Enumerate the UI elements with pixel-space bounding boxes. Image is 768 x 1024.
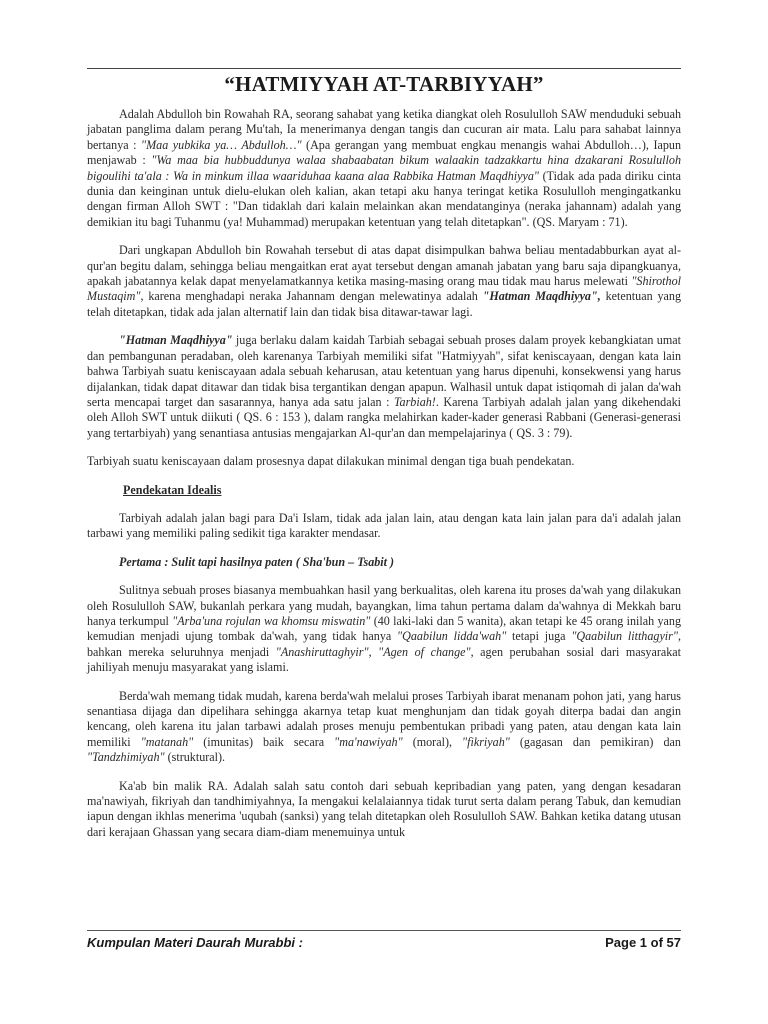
italic-run: Tarbiah!	[393, 394, 436, 409]
italic-run: "Agen of change"	[378, 644, 471, 659]
text-run: , bahkan mereka seluruhnya menjadi	[87, 629, 681, 659]
italic-run: "Arba'una rojulan wa khomsu miswatin"	[172, 613, 371, 628]
paragraph-8: Ka'ab bin malik RA. Adalah salah satu contoh dari sebuah kepribadian yang paten, yang dengan kesadaran ma'nawiyah, fikriyah dan tandhimiyahnya, Ia mengakui kelalaiannya tidak turut serta dalam perang Tabuk, dan kemudian iapun dengan ikhlas menerima 'uqubah (sanksi) yang telah ditetapkan oleh Rosululloh SAW. Bahkan ketika datang utusan dari kerajaan Ghassan yang secara diam-diam menemuinya untuk	[87, 778, 681, 839]
italic-run: "Maa yubkika ya… Abdulloh…"	[141, 137, 302, 152]
text-run: Dari ungkapan Abdulloh bin Rowahah tersebut di atas dapat disimpulkan bahwa beliau mentadabburkan ayat al-qur'an begitu dalam, sehingga beliau mengaitkan erat ayat tersebut dengan amanah jabatan yang baru saja dipangkuanya, apakah jabatannya kelak dapat menyelamatkannya ketika masing-masing orang mau tidak mau harus melewati	[87, 243, 681, 289]
text-run: juga berlaku dalam kaidah Tarbiah sebagai sebuah proses dalam proyek kebangkiatan umat dan pembangunan peradaban, oleh karenanya Tarbiyah memiliki sifat "Hatmiyyah", sifat keniscayaan, dengan kata lain bahwa Tarbiyah suatu keniscayaan adala sebuah keharusan, atau ketentuan yang harus dipenuhi, konsekwensi yang harus dijalankan, tidak dapat ditawar dan tidak bisa tergantikan dengan apapun. Walhasil untuk dapat istiqomah di jalan da'wah serta mencapai target dan sasarannya, hanya ada satu jalan :	[87, 333, 681, 409]
text-run: (struktural).	[164, 750, 226, 765]
italic-run: "Tandzhimiyah"	[87, 750, 165, 765]
paragraph-5: Tarbiyah adalah jalan bagi para Da'i Islam, tidak ada jalan lain, atau dengan kata lain jalan para da'i adalah jalan tarbawi yang memiliki paling sedikit tiga karakter mendasar.	[87, 510, 681, 541]
text-run: (Apa gerangan yang membuat engkau menangis wahai Abdulloh…), Iapun menjawab :	[87, 137, 681, 168]
section-heading: Pendekatan Idealis	[123, 482, 222, 497]
italic-run: "Qaabilun lidda'wah"	[397, 629, 507, 644]
text-run: , karena menghadapi neraka Jahannam dengan melewatinya adalah	[140, 289, 483, 304]
text-run: (gagasan dan pemikiran) dan	[509, 734, 681, 749]
text-run: (imunitas) baik secara	[193, 734, 335, 749]
paragraph-3	[87, 333, 681, 441]
italic-run: "fikriyah"	[462, 734, 510, 749]
text-run: Sulitnya sebuah proses biasanya membuahkan hasil yang berkualitas, oleh karena itu proses da'wah yang dilakukan oleh Rosululloh SAW, bukanlah perkara yang mudah, bayangkan, lima tahun pertama dalam da'wahnya di Mekkah baru hanya terkumpul	[87, 583, 681, 628]
text-run: (Tidak ada pada diriku cinta dunia dan keinginan untuk dielu-elukan oleh kalian, akan tetapi aku hanya teringat ketika Rosululloh mengingatkanku dengan firman Alloh SWT : "Dan tidaklah dari kalain melainkan akan mendatanginya (neraka jahannam) adalah yang demikian itu bagi Tuhanmu (ya! Muhammad) merupakan ketentuan yang telah ditetapkan". (QS. Maryam : 71).	[87, 168, 681, 229]
text-run: (40 laki-laki dan 5 wanita), akan tetapi ke 45 orang inilah yang kemudian menjadi ujung tombak da'wah, yang tidak hanya	[87, 613, 682, 644]
text-run: (moral),	[402, 734, 463, 749]
footer-rule	[87, 930, 681, 931]
paragraph-7	[87, 689, 681, 766]
paragraph-6	[87, 583, 681, 675]
text-run: Adalah Abdulloh bin Rowahah RA, seorang sahabat yang ketika diangkat oleh Rosululloh SAW menduduki sebuah jabatan panglima dalam perang Mu'tah, Ia menerimanya dengan tangis dan cucuran air mata. Lalu para sahabat lainnya bertanya :	[87, 107, 681, 152]
text-run: . Karena Tarbiyah adalah jalan yang dikehendaki oleh Alloh SWT untuk diikuti ( QS. 6 : 153 ), dalam rangka melahirkan kader-kader generasi Rabbani (Generasi-generasi yang tertarbiyah) yang senantiasa antusias mengajarkan Al-qur'an dan mempelajarinya ( QS. 3 : 79).	[87, 394, 681, 440]
text-run: ketentuan yang telah ditetapkan, tidak ada jalan alternatif lain dan tidak bisa ditawar-tawar lagi.	[87, 289, 681, 319]
italic-run: "Anashiruttaghyir"	[275, 644, 369, 659]
italic-run: "Shirothol Mustaqim"	[87, 274, 681, 304]
document-body	[87, 107, 681, 840]
italic-run: "Qaabilun litthagyir"	[571, 629, 678, 644]
paragraph-4: Tarbiyah suatu keniscayaan dalam prosesnya dapat dilakukan minimal dengan tiga buah pendekatan.	[87, 454, 575, 469]
paragraph-1	[87, 107, 681, 230]
italic-run: "matanah"	[140, 734, 194, 749]
text-run: Berda'wah memang tidak mudah, karena berda'wah melalui proses Tarbiyah ibarat menanam pohon jati, yang harus senantiasa dijaga dan dipelihara sehingga akarnya tetap kuat menghunjam dan tidak goyah diterpa badai dan angin kencang, oleh karena itu jalan tarbawi adalah proses menuju pembentukan pribadi yang paten, atau dengan kata lain memiliki	[87, 688, 681, 749]
bold-italic-run: "Hatman Maqdhiyya",	[482, 289, 601, 304]
text-run: ,	[368, 644, 379, 659]
page-number: Page 1 of 57	[605, 935, 681, 950]
bold-italic-run: "Hatman Maqdhiyya"	[119, 333, 233, 348]
footer-title: Kumpulan Materi Daurah Murabbi :	[87, 935, 303, 950]
text-run: , agen perubahan sosial dari masyarakat jahiliyah menuju masyarakat yang islami.	[87, 644, 681, 675]
text-run: tetapi juga	[506, 629, 572, 644]
paragraph-2	[87, 243, 681, 320]
document-title: “HATMIYYAH AT-TARBIYYAH”	[224, 72, 544, 96]
italic-run: "ma'nawiyah"	[334, 734, 403, 749]
subsection-heading: Pertama : Sulit tapi hasilnya paten ( Sha'bun – Tsabit )	[119, 554, 395, 569]
italic-run: "Wa maa bia hubbuddunya walaa shabaabatan bikum walaakin tadzakkartu hina dzakarani Rosululloh bigoulihi ta'ala : Wa in minkum illaa waariduhaa kaana alaa Rabbika Hatman Maqdhiyya"	[87, 153, 681, 183]
header-rule	[87, 68, 681, 69]
